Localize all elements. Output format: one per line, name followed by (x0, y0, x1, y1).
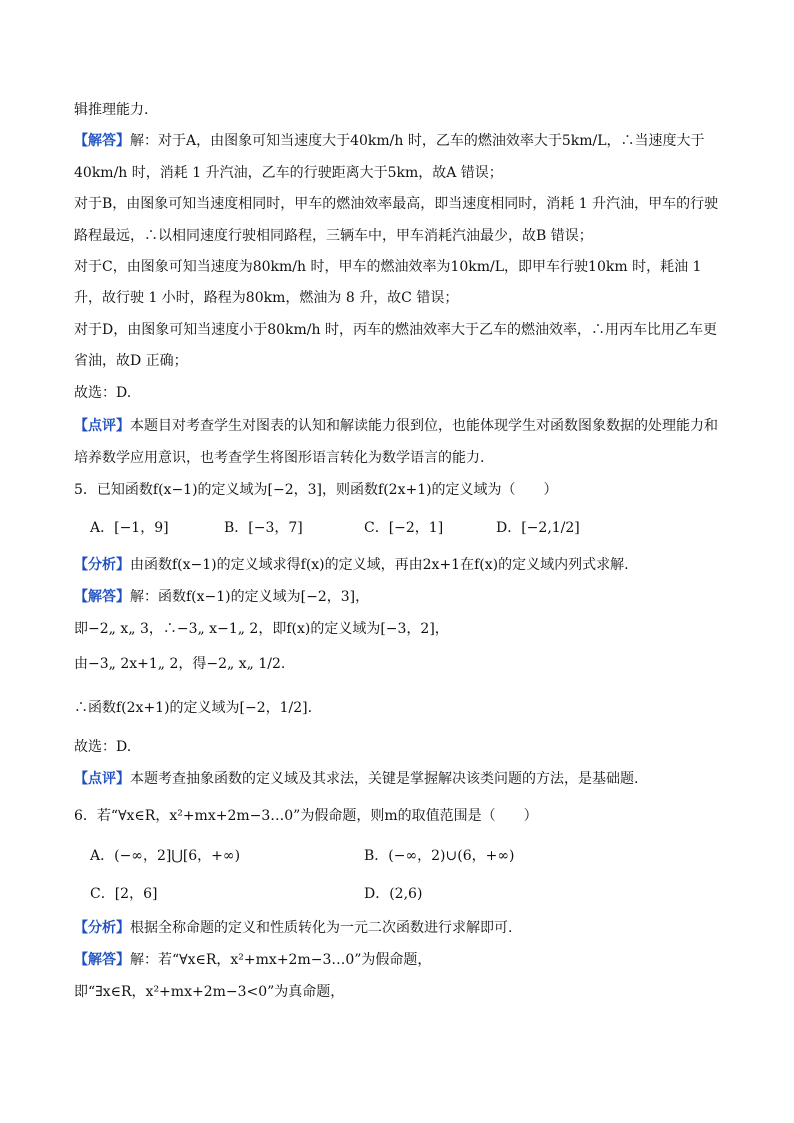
q5-option-c: C．[−2，1] (364, 520, 444, 536)
comment-tag: 【点评】 (74, 418, 130, 434)
analysis-tag: 【分析】 (74, 920, 130, 936)
text-line: 对于C，由图象可知当速度为80km/h 时，甲车的燃油效率为10km/L，即甲车行驶10km 时，耗油 1 (74, 259, 702, 275)
q6-option-c: C．[2，6] (90, 886, 158, 902)
answer-tag: 【解答】 (74, 952, 130, 968)
text-line: ∴函数f(2x+1)的定义域为[−2，1/2]. (74, 700, 313, 716)
text-line: 故选：D. (74, 385, 132, 401)
text-line: 解：若“∀x∈R，x²+mx+2m−3…0”为假命题， (130, 952, 432, 968)
text-line: 对于B，由图象可知当速度相同时，甲车的燃油效率最高，即当速度相同时，消耗 1 升汽油，甲车的行驶 (74, 196, 719, 212)
answer-line (74, 131, 705, 151)
text-line: 培养数学应用意识，也考查学生将图形语言转化为数学语言的能力. (74, 450, 485, 466)
analysis-tag: 【分析】 (74, 557, 130, 573)
text-line: 由函数f(x−1)的定义域求得f(x)的定义域，再由2x+1在f(x)的定义域内列式求解. (130, 557, 629, 573)
comment-line (74, 769, 638, 789)
q5-option-d: D．[−2,1/2] (496, 520, 580, 536)
analysis-line (74, 555, 629, 575)
q6-option-b: B．(−∞，2)∪(6，+∞) (364, 848, 515, 864)
q5-option-b: B．[−3，7] (224, 520, 303, 536)
text-line: 辑推理能力. (74, 102, 149, 118)
analysis-line (74, 918, 512, 938)
text-line: 本题目对考查学生对图表的认知和解读能力很到位，也能体现学生对函数图象数据的处理能力和 (130, 418, 718, 434)
text-line: 40km/h 时，消耗 1 升汽油，乙车的行驶距离大于5km，故A 错误； (74, 165, 503, 181)
comment-line (74, 416, 718, 436)
text-line: 省油，故D 正确； (74, 353, 188, 369)
answer-tag: 【解答】 (74, 589, 130, 605)
question-5: 5．已知函数f(x−1)的定义域为[−2，3]，则函数f(2x+1)的定义域为（ ） (74, 482, 558, 498)
q6-option-a: A．(−∞，2]⋃[6，+∞) (90, 848, 241, 864)
answer-tag: 【解答】 (74, 133, 130, 149)
text-line: 路程最远，∴以相同速度行驶相同路程，三辆车中，甲车消耗汽油最少，故B 错误； (74, 228, 593, 244)
answer-line (74, 950, 431, 970)
text-line: 根据全称命题的定义和性质转化为一元二次函数进行求解即可. (130, 920, 513, 936)
text-line: 由−3„ 2x+1„ 2，得−2„ x„ 1/2. (74, 656, 286, 672)
text-line: 即−2„ x„ 3，∴−3„ x−1„ 2，即f(x)的定义域为[−3，2]， (74, 621, 449, 637)
q5-option-a: A．[−1，9] (90, 520, 169, 536)
text-line: 对于D，由图象可知当速度小于80km/h 时，丙车的燃油效率大于乙车的燃油效率，∴用丙车比用乙车更 (74, 322, 717, 338)
q6-option-d: D．(2,6) (364, 886, 423, 902)
answer-line (74, 587, 369, 607)
question-6: 6．若“∀x∈R，x²+mx+2m−3…0”为假命题，则m的取值范围是（ ） (74, 808, 538, 824)
comment-tag: 【点评】 (74, 771, 130, 787)
text-line: 故选：D. (74, 739, 132, 755)
text-line: 即“∃x∈R，x²+mx+2m−3<0”为真命题， (74, 984, 345, 1000)
text-line: 升，故行驶 1 小时，路程为80km，燃油为 8 升，故C 错误； (74, 290, 459, 306)
text-line: 解：函数f(x−1)的定义域为[−2，3]， (130, 589, 370, 605)
text-line: 本题考查抽象函数的定义域及其求法，关键是掌握解决该类问题的方法，是基础题. (130, 771, 639, 787)
text-line: 解：对于A，由图象可知当速度大于40km/h 时，乙车的燃油效率大于5km/L，∴当速度大于 (130, 133, 705, 149)
